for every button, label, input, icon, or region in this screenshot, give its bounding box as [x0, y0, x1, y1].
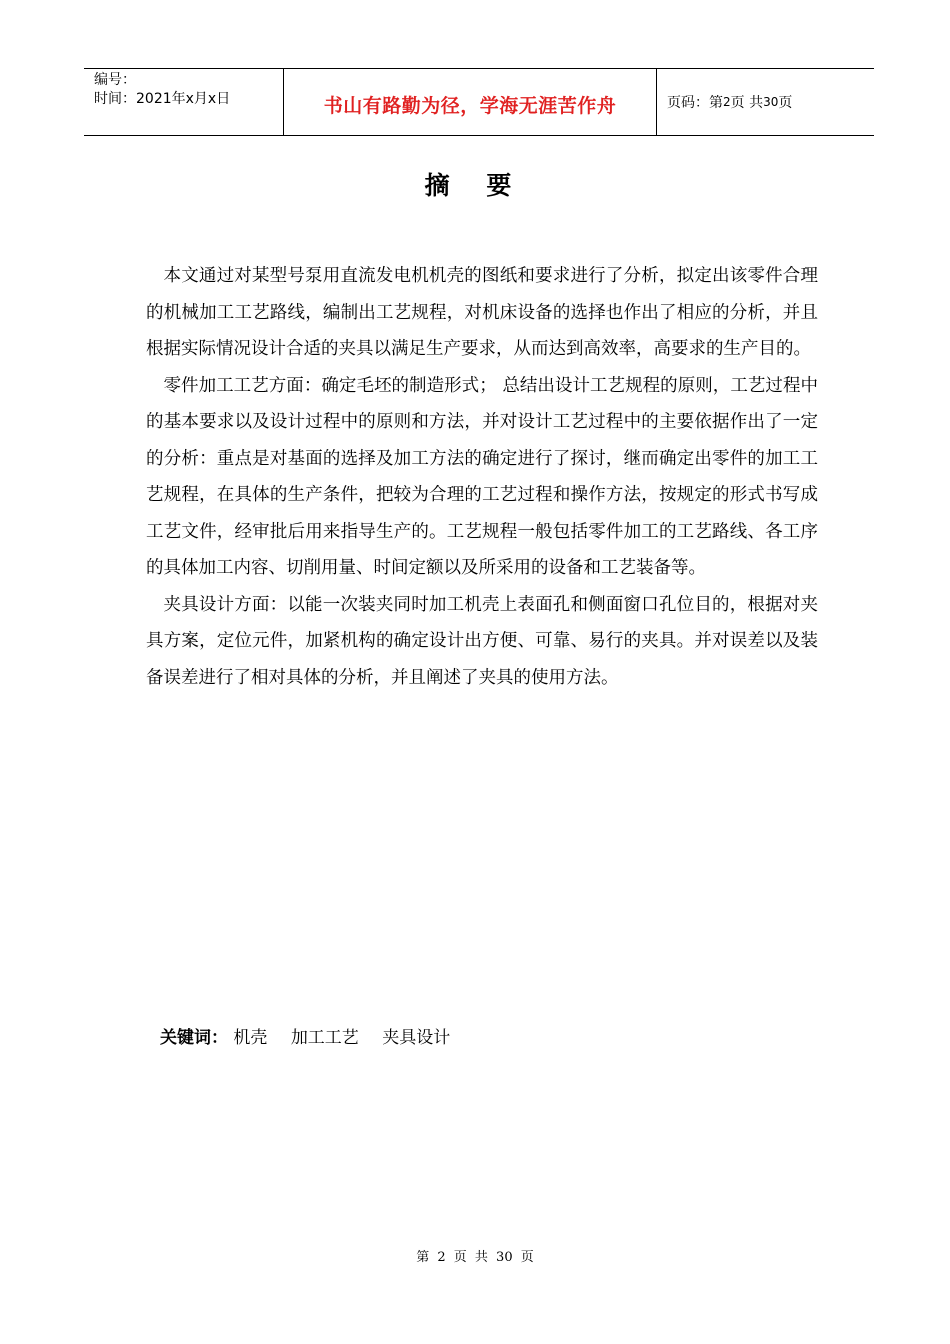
- header-meta-cell: [84, 69, 284, 135]
- abstract-body: [146, 258, 818, 696]
- page-suffix: 页: [778, 95, 793, 111]
- abstract-paragraph: 零件加工工艺方面：确定毛坯的制造形式； 总结出设计工艺规程的原则，工艺过程中的基本要求以及设计过程中的原则和方法，并对设计工艺过程中的主要依据作出了一定的分析：重点是对基面的选择及加工方法的确定进行了探讨，继而确定出零件的加工工艺规程，在具体的生产条件，把较为合理的工艺过程和操作方法，按规定的形式书写成工艺文件，经审批后用来指导生产的。工艺规程一般包括零件加工的工艺路线、各工序的具体加工内容、切削用量、时间定额以及所采用的设备和工艺装备等。: [146, 375, 818, 578]
- header-motto-cell: [284, 69, 657, 135]
- header-table: [84, 68, 874, 136]
- abstract-paragraph: 本文通过对某型号泵用直流发电机机壳的图纸和要求进行了分析，拟定出该零件合理的机械加工工艺路线，编制出工艺规程，对机床设备的选择也作出了相应的分析，并且根据实际情况设计合适的夹具以满足生产要求，从而达到高效率，高要求的生产目的。: [146, 266, 818, 359]
- keyword-item: 加工工艺: [290, 1028, 359, 1048]
- keywords-label: 关键词：: [160, 1028, 228, 1048]
- page-current: 2: [723, 95, 731, 109]
- page-mid-label: 页 共: [730, 95, 764, 111]
- keyword-item: 夹具设计: [382, 1028, 451, 1048]
- document-date-label: 时间：2021年x月x日: [94, 91, 231, 107]
- page-footer: 第 2 页 共 30 页: [416, 1250, 534, 1265]
- keywords-line: [160, 1024, 468, 1052]
- keyword-item: 机壳: [233, 1028, 268, 1048]
- abstract-paragraph: 夹具设计方面：以能一次装夹同时加工机壳上表面孔和侧面窗口孔位目的，根据对夹具方案，定位元件，加紧机构的确定设计出方便、可靠、易行的夹具。并对误差以及装备误差进行了相对具体的分析，并且阐述了夹具的使用方法。: [146, 594, 818, 688]
- header-motto: 书山有路勤为径，学海无涯苦作舟: [323, 94, 617, 117]
- header-page-cell: [657, 69, 874, 135]
- page-total: 30: [763, 95, 779, 109]
- page-title: 摘 要: [424, 171, 526, 200]
- document-number-label: 编号：: [94, 72, 136, 88]
- page-label: 页码：第: [667, 95, 723, 111]
